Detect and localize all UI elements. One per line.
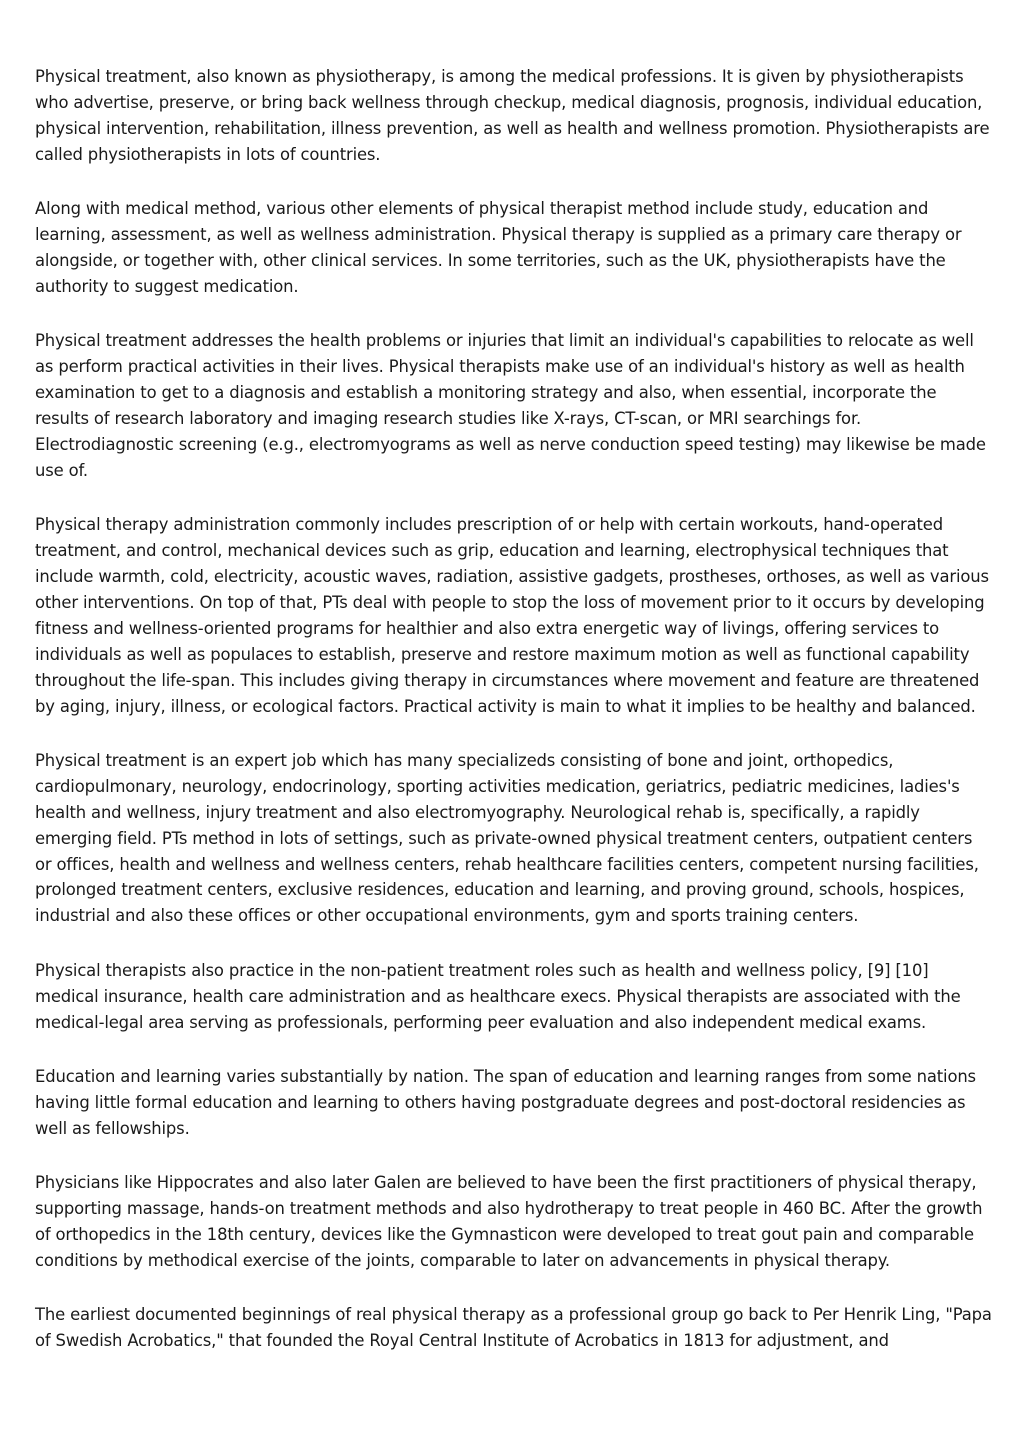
paragraph-7: Education and learning varies substantially by nation. The span of education and learning ranges from some nations having little formal education and learning to others having postgraduate degrees and post-doctoral residencies as well as fellowships. bbox=[35, 1067, 976, 1138]
paragraph-8: Physicians like Hippocrates and also later Galen are believed to have been the first practitioners of physical therapy, supporting massage, hands-on treatment methods and also hydrotherapy to treat people in 460 BC. After the growth of orthopedics in the 18th century, devices like the Gymnasticon were developed to treat gout pain and comparable conditions by methodical exercise of the joints, comparable to later on advancements in physical therapy. bbox=[35, 1173, 983, 1270]
paragraph-2: Along with medical method, various other elements of physical therapist method include study, education and learning, assessment, as well as wellness administration. Physical therapy is supplied as a primary care therapy or alongside, or together with, other clinical services. In some territories, such as the UK, physiotherapists have the authority to suggest medication. bbox=[35, 199, 962, 296]
paragraph-6: Physical therapists also practice in the non-patient treatment roles such as health and wellness policy, [9] [10] medical insurance, health care administration and as healthcare execs. Physical therapists are associated with the medical-legal area serving as professionals, performing peer evaluation and also independent medical exams. bbox=[35, 960, 961, 1032]
paragraph-4: Physical therapy administration commonly includes prescription of or help with certain workouts, hand-operated treatment, and control, mechanical devices such as grip, education and learning, electrophysical techniques that include warmth, cold, electricity, acoustic waves, radiation, assistive gadgets, prostheses, orthoses, as well as various other interventions. On top of that, PTs deal with people to stop the loss of movement prior to it occurs by developing fitness and wellness-oriented programs for healthier and also extra energetic way of livings, offering services to individuals as well as populaces to establish, preserve and restore maximum motion as well as functional capability throughout the life-span. This includes giving therapy in circumstances where movement and feature are threatened by aging, injury, illness, or ecological factors. Practical activity is main to what it implies to be healthy and balanced. bbox=[35, 515, 989, 716]
paragraph-3: Physical treatment addresses the health problems or injuries that limit an individual's capabilities to relocate as well as perform practical activities in their lives. Physical therapists make use of an individual's history as well as health examination to get to a diagnosis and establish a monitoring strategy and also, when essential, incorporate the results of research laboratory and imaging research studies like X-rays, CT-scan, or MRI searchings for. Electrodiagnostic screening (e.g., electromyograms as well as nerve conduction speed testing) may likewise be made use of. bbox=[35, 331, 986, 480]
paragraph-1: Physical treatment, also known as physiotherapy, is among the medical professions. It is given by physiotherapists who advertise, preserve, or bring back wellness through checkup, medical diagnosis, prognosis, individual education, physical intervention, rehabilitation, illness prevention, as well as health and wellness promotion. Physiotherapists are called physiotherapists in lots of countries. bbox=[35, 67, 990, 164]
paragraph-5: Physical treatment is an expert job which has many specializeds consisting of bone and joint, orthopedics, cardiopulmonary, neurology, endocrinology, sporting activities medication, geriatrics, pediatric medicines, ladies's health and wellness, injury treatment and also electromyography. Neurological rehab is, specifically, a rapidly emerging field. PTs method in lots of settings, such as private-owned physical treatment centers, outpatient centers or offices, health and wellness and wellness centers, rehab healthcare facilities centers, competent nursing facilities, prolonged treatment centers, exclusive residences, education and learning, and proving ground, schools, hospices, industrial and also these offices or other occupational environments, gym and sports training centers. bbox=[35, 750, 979, 926]
paragraph-9: The earliest documented beginnings of real physical therapy as a professional group go back to Per Henrik Ling, "Papa of Swedish Acrobatics," that founded the Royal Central Institute of Acrobatics in 1813 for adjustment, and bbox=[35, 1305, 992, 1351]
article-body bbox=[35, 64, 993, 1383]
